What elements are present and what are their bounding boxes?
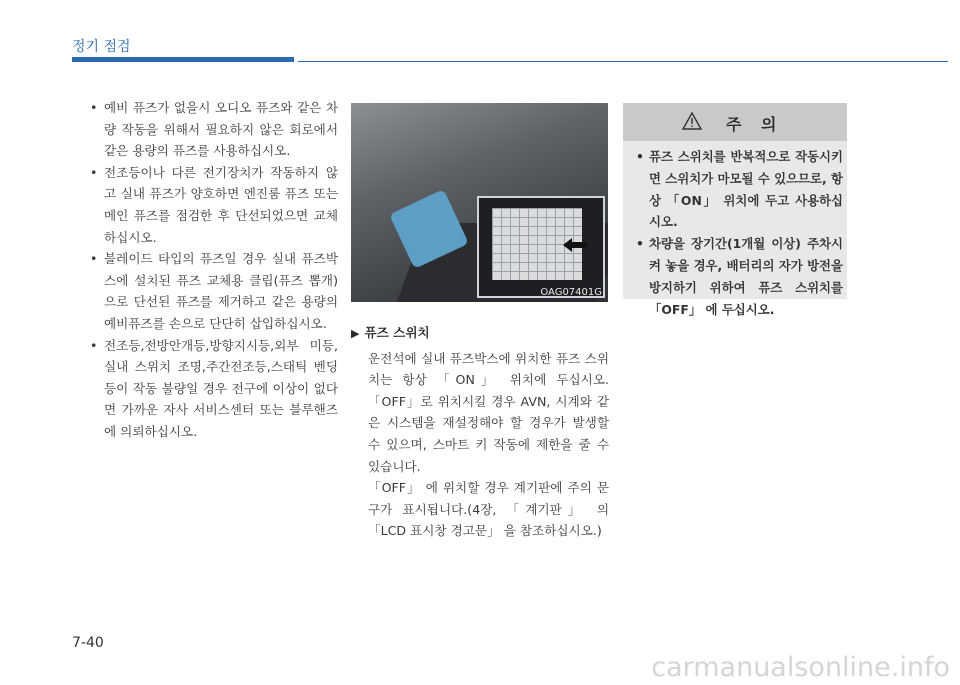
caution-box xyxy=(623,103,847,317)
warning-triangle-icon xyxy=(682,112,702,130)
watermark: carmanualsonline.info xyxy=(651,652,950,683)
left-bullet-list xyxy=(88,97,338,443)
left-bullet-4: • 전조등,전방안개등,방향지시등,외부 미등,실내 스위치 조명,주간전조등,스태틱 벤딩등이 작동 불량일 경우 전구에 이상이 없다면 가까운 자사 서비스센터 또는 블루핸즈에 의뢰하십시오. xyxy=(88,335,338,443)
triangle-bullet-icon: ▶ xyxy=(351,327,360,340)
left-column xyxy=(88,97,338,443)
pointer-arrow-icon xyxy=(563,238,587,252)
caution-bullet-list xyxy=(633,146,843,320)
section-title: 정기 점검 xyxy=(72,39,131,55)
header-rule-thick xyxy=(72,57,294,62)
fuse-switch-section xyxy=(351,322,609,542)
caution-header xyxy=(623,103,847,141)
caution-bullet-2: • 차량을 장기간(1개월 이상) 주차시켜 놓을 경우, 배터리의 자가 방전을 방지하기 위하여 퓨즈 스위치를 「OFF」 에 두십시오. xyxy=(633,233,843,320)
fuse-switch-paragraph-2: 「OFF」 에 위치할 경우 계기판에 주의 문구가 표시됩니다.(4장, 「계기판」 의 「LCD 표시창 경고문」 을 참조하십시오.) xyxy=(368,480,609,539)
fuse-switch-heading xyxy=(351,322,609,345)
caution-title: 주 의 xyxy=(726,115,777,134)
left-bullet-2: • 전조등이나 다른 전기장치가 작동하지 않고 실내 퓨즈가 양호하면 엔진룸 퓨즈 또는 메인 퓨즈를 점검한 후 단선되었으면 교체하십시오. xyxy=(88,162,338,248)
figure-code: OAG07401G xyxy=(540,287,602,298)
left-bullet-3: • 블레이드 타입의 퓨즈일 경우 실내 퓨즈박스에 설치된 퓨즈 교체용 클립(퓨즈 뽑개)으로 단선된 퓨즈를 제거하고 같은 용량의 예비퓨즈를 손으로 단단히 삽입하십시오. xyxy=(88,248,338,334)
header-rule-thin xyxy=(298,61,948,62)
fuse-box-inset xyxy=(477,196,605,298)
caution-bullet-1: • 퓨즈 스위치를 반복적으로 작동시키면 스위치가 마모될 수 있으므로, 항상 「ON」 위치에 두고 사용하십시오. xyxy=(633,146,843,233)
fuse-box-photo xyxy=(351,103,608,302)
page-number: 7-40 xyxy=(72,635,104,651)
fuse-switch-heading-text: 퓨즈 스위치 xyxy=(364,325,430,340)
fuse-switch-paragraph-1: 운전석에 실내 퓨즈박스에 위치한 퓨즈 스위치는 항상 「ON」 위치에 두십시오. 「OFF」로 위치시킬 경우 AVN, 시계와 같은 시스템을 재설정해야 할 경우가 발생할 수 있으며, 스마트 키 작동에 제한을 줄 수 있습니다. xyxy=(368,350,609,474)
left-bullet-1: • 예비 퓨즈가 없을시 오디오 퓨즈와 같은 차량 작동을 위해서 필요하지 않은 회로에서 같은 용량의 퓨즈를 사용하십시오. xyxy=(88,97,338,162)
